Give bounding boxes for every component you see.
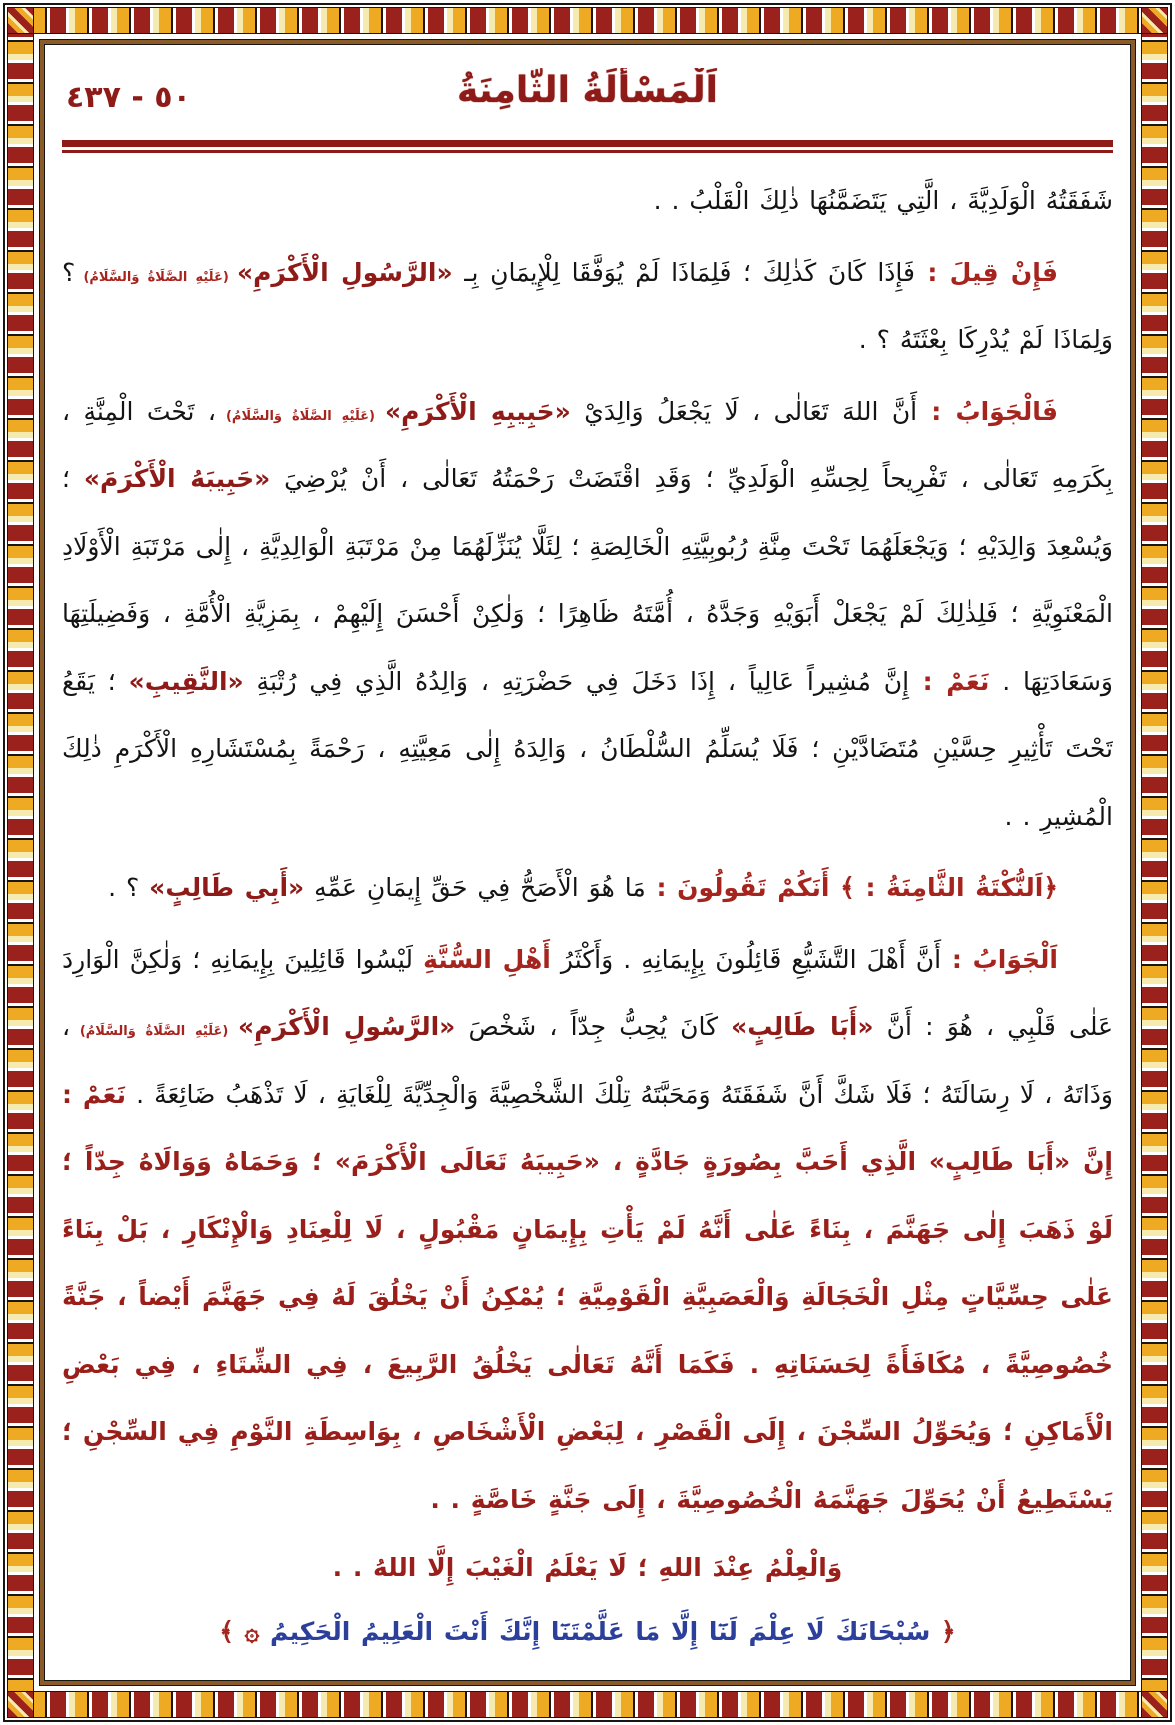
ornate-bracket-icon: ﴿: [1043, 873, 1058, 902]
text-run: «النَّقِيبِ»: [128, 666, 244, 696]
text-run: أَنَكُمْ تَقُولُونَ :: [645, 873, 830, 902]
text-run: ؛ وَيُسْعِدَ وَالِدَيْهِ ؛ وَيَجْعَلَهُمَا تَحْتَ مِنَّةِ رُبُوبِيَّتِهِ الْخَالِصَةِ ؛ لِئَلَّا يُنَزِّلَهُمَا مِنْ مَرْتَبَةِ الْوَالِدِيَّةِ ، إِلٰى مَرْتَبَةِ الْأَوْلَادِ الْمَعْنَوِيَّةِ ؛ فَلِذٰلِكَ لَمْ يَجْعَلْ أَبَوَيْهِ وَجَدَّهُ ، أُمَّتَهُ ظَاهِرًا ؛ وَلٰكِنْ أَحْسَنَ إِلَيْهِمْ ، بِمَزِيَّةِ الْأُمَّةِ ، وَفَضِيلَتِهَا وَسَعَادَتِهَا .: [62, 464, 1113, 696]
paragraph-question: [62, 239, 1113, 374]
border-corner-top-left: [7, 7, 34, 34]
text-run: ؟ وَلِمَاذَا لَمْ يُدْرِكَا بِعْثَتَهُ ؟ .: [62, 257, 1113, 354]
border-corner-bottom-right: [1141, 1691, 1168, 1718]
ornate-bracket-icon: ﴾: [219, 1616, 234, 1646]
text-run: ؟ .: [108, 873, 150, 902]
text-run: نَعَمْ :: [909, 666, 990, 696]
text-run: «الرَّسُولِ الْأَكْرَمِ»: [236, 257, 453, 287]
header-divider: [62, 140, 1113, 153]
text-run: فَالْجَوَابُ :: [917, 396, 1058, 426]
paragraph-nukta-heading: [62, 854, 1113, 922]
text-run: لَيْسُوا قَائِلِينَ بِإِيمَانِهِ ؛ وَلٰكِنَّ الْوَارِدَ عَلٰى قَلْبِي ، هُوَ : أَنَّ: [62, 944, 1113, 1041]
text-run: وَالْعِلْمُ عِنْدَ اللهِ ؛ لَا يَعْلَمُ الْغَيْبَ إِلَّا اللهُ . .: [332, 1553, 843, 1582]
text-run: «حَبِيبِهِ الْأَكْرَمِ»: [384, 396, 571, 426]
border-corner-top-right: [1141, 7, 1168, 34]
closing-verse: [62, 1603, 1113, 1661]
border-chain-left: [7, 7, 34, 1718]
paragraph-continuation: [62, 167, 1113, 235]
ornate-bracket-icon: ﴿: [930, 1616, 956, 1646]
paragraph-answer-2: [62, 926, 1113, 1534]
text-run: فَإِنْ قِيلَ :: [915, 257, 1059, 287]
text-run: مَا هُوَ الْأَصَحُّ فِي حَقِّ إِيمَانِ عَمِّهِ: [304, 873, 646, 902]
header-divider-thin-line: [62, 150, 1113, 153]
text-run: إِنَّ مُشِيراً عَالِياً ، إِذَا دَخَلَ فِي حَضْرَتِهِ ، وَالِدُهُ الَّذِي فِي رُتْبَةِ: [243, 666, 910, 696]
page-content: [62, 68, 1113, 1677]
text-run: «الرَّسُولِ الْأَكْرَمِ»: [238, 1012, 456, 1041]
border-corner-bottom-left: [7, 1691, 34, 1718]
text-run: سُبْحَانَكَ لَا عِلْمَ لَنَٓا إِلَّا مَا عَلَّمْتَنَٓا إِنَّكَ أَنْتَ الْعَلِيمُ الْحَكِيمُ: [259, 1616, 931, 1646]
border-chain-bottom: [7, 1691, 1168, 1718]
ornate-bracket-icon: ﴾: [829, 873, 855, 902]
border-chain-right: [1141, 7, 1168, 1718]
paragraph-answer-1: [62, 378, 1113, 851]
text-run: شَفَقَتُهُ الْوَلَدِيَّةَ ، الَّتِي يَتَضَمَّنُهَا ذٰلِكَ الْقَلْبُ . .: [653, 186, 1113, 215]
page-title: اَلْمَسْأَلَةُ الثَّامِنَةُ: [457, 70, 718, 111]
text-run: كَانَ يُحِبُّ جِدّاً ، شَخْصَ: [455, 1012, 732, 1041]
text-run: «حَبِيبَهُ الْأَكْرَمَ»: [83, 464, 271, 493]
text-run: ، وَذَاتَهُ ، لَا رِسَالَتَهُ ؛ فَلَا شَكَّ أَنَّ شَفَقَتَهُ وَمَحَبَّتَهُ تِلْكَ الشَّخْصِيَّةَ وَالْجِدِّيَّةَ لِلْغَايَةِ ، لَا تَذْهَبُ ضَائِعَةً .: [62, 1012, 1113, 1109]
border-chain-top: [7, 7, 1168, 34]
header-divider-thick-line: [62, 140, 1113, 147]
text-run: «أَبَا طَالِبٍ»: [731, 1012, 874, 1041]
salawat-glyph: (عَلَيْهِ الصَّلَاةُ وَالسَّلَامُ): [75, 269, 237, 285]
text-run: اَلنُّكْتَةُ الثَّامِنَةُ :: [854, 873, 1044, 902]
page-number: ٥٠ - ٤٣٧: [66, 80, 191, 115]
salawat-glyph: (عَلَيْهِ الصَّلَاةُ وَالسَّلَامُ): [216, 408, 385, 424]
text-run: أَنَّ اللهَ تَعَالٰى ، لَا يَجْعَلُ وَالِدَيْ: [570, 396, 918, 426]
body-text: [62, 167, 1113, 1660]
text-run: أَهْلِ السُّنَّةِ: [423, 944, 551, 974]
text-run: فَإِذَا كَانَ كَذٰلِكَ ؛ فَلِمَاذَا لَمْ يُوَفَّقَا لِلْإِيمَانِ بِـ: [452, 257, 915, 287]
text-run: ؛ يَقَعُ تَحْتَ تَأْثِيرِ حِسَّيْنِ مُتَضَادَّيْنِ ؛ فَلَا يُسَلِّمُ السُّلْطَانُ ، وَالِدَهُ إِلٰى مَعِيَّتِهِ ، رَحْمَةً بِمُسْتَشَارِهِ الْأَكْرَمِ ذٰلِكَ الْمُشِيرِ . .: [62, 666, 1113, 831]
page-header: [62, 68, 1113, 130]
text-run: اَلْجَوَابُ :: [941, 944, 1059, 974]
text-run: نَعَمْ : إِنَّ «أَبَا طَالِبٍ» الَّذِي أَحَبَّ بِصُورَةٍ جَادَّةٍ ، «حَبِيبَهُ تَعَالَى الْأَكْرَمَ» ؛ وَحَمَاهُ وَوَالَاهُ جِدّاً ؛ لَوْ ذَهَبَ إِلٰى جَهَنَّمَ ، بِنَاءً عَلٰى أَنَّهُ لَمْ يَأْتِ بِإِيمَانٍ مَقْبُولٍ ، لَا لِلْعِنَادِ وَالْإِنْكَارِ ، بَلْ بِنَاءً عَلٰى حِسِّيَّاتٍ مِثْلِ الْخَجَالَةِ وَالْعَصَبِيَّةِ الْقَوْمِيَّةِ ؛ يُمْكِنُ أَنْ يَخْلُقَ لَهُ فِي جَهَنَّمَ أَيْضاً ، جَنَّةً خُصُوصِيَّةً ، مُكَافَأَةً لِحَسَنَاتِهِ . فَكَمَا أَنَّهُ تَعَالٰى يَخْلُقُ الرَّبِيعَ ، فِي الشِّتَاءِ ، فِي بَعْضِ الْأَمَاكِنِ ؛ وَيُحَوِّلُ السِّجْنَ ، إِلَى الْقَصْرِ ، لِبَعْضِ الْأَشْخَاصِ ، بِوَاسِطَةِ النَّوْمِ فِي السِّجْنِ ؛ يَسْتَطِيعُ أَنْ يُحَوِّلَ جَهَنَّمَهُ الْخُصُوصِيَّةَ ، إِلَى جَنَّةٍ خَاصَّةٍ . .: [62, 1079, 1113, 1514]
closing-line: [62, 1539, 1113, 1597]
salawat-glyph: (عَلَيْهِ الصَّلَاةُ وَالسَّلَامُ): [70, 1024, 239, 1039]
text-run: «أَبِي طَالِبٍ»: [149, 873, 305, 902]
text-run: ، تَحْتَ الْمِنَّةِ ، بِكَرَمِهِ تَعَالٰى ، تَفْرِيحاً لِحِسِّهِ الْوَلَدِيِّ ؛ وَقَدِ اقْتَضَتْ رَحْمَتُهُ تَعَالٰى ، أَنْ يُرْضِيَ: [62, 396, 1113, 493]
text-run: أَنَّ أَهْلَ التَّشَيُّعِ قَائِلُونَ بِإِيمَانِهِ . وَأَكْثَرُ: [550, 944, 942, 974]
rub-el-hizb-icon: ۞: [233, 1616, 260, 1646]
